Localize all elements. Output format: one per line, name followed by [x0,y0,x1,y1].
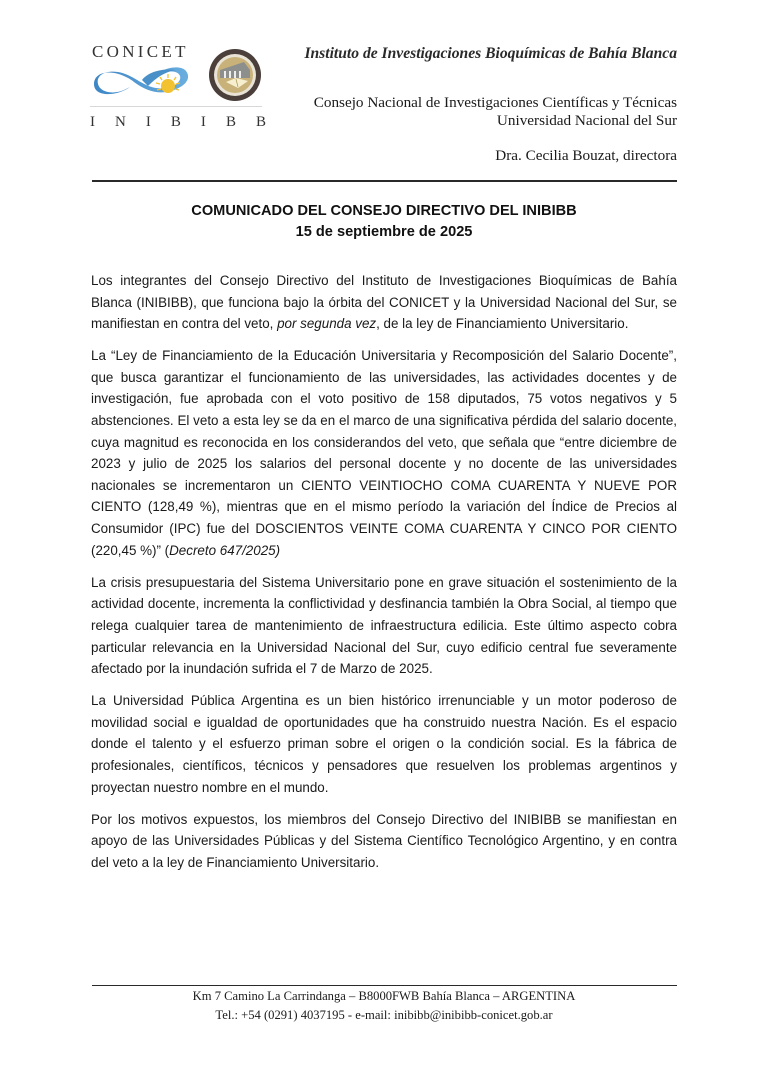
paragraph-emphasis: por segunda vez [277,316,377,332]
paragraph-3: La crisis presupuestaria del Sistema Universitario pone en grave situación el sostenimiento de la actividad docente, incrementa la conflictividad y desfinancia también la Obra Social, al tiempo que relega cualquier tarea de mantenimiento de infraestructura edilicia. Este último aspecto cobra particular relevancia en la Universidad Nacional del Sur, cuyo edificio central fue severamente afectado por la inundación sufrida el 7 de Marzo de 2025. [91,574,677,677]
inibibb-letter: N [115,114,126,130]
inibibb-letter: I [90,114,95,130]
footer-contact: Tel.: +54 (0291) 4037195 - e-mail: inibibb@inibibb-conicet.gob.ar [215,1008,553,1022]
director-line: Dra. Cecilia Bouzat, directora [495,147,677,164]
inibibb-letter: B [170,114,181,130]
paragraph-2 [91,345,677,561]
paragraph-text: , de la ley de Financiamiento Universitario. [376,316,629,332]
paragraph-text: Los integrantes del Consejo Directivo del Instituto de Investigaciones Bioquímicas de Bahía Blanca (INIBIBB), que funciona bajo la órbita del CONICET y la Universidad Nacional del Sur, se manifiestan en contra del veto, [91,273,677,332]
footer-divider [92,985,677,986]
organization-line-1: Consejo Nacional de Investigaciones Científicas y Técnicas [313,94,677,111]
logo-block [88,40,266,136]
paragraph-1 [91,270,677,335]
institute-name: Instituto de Investigaciones Bioquímicas de Bahía Blanca [304,45,677,62]
inibibb-letter: B [255,114,266,130]
logo-divider [90,106,262,107]
document-body [91,270,677,884]
inibibb-letter: I [145,114,151,130]
conicet-logo-text: CONICET [92,42,189,61]
footer-address: Km 7 Camino La Carrindanga – B8000FWB Bahía Blanca – ARGENTINA [192,989,576,1003]
header-divider [92,180,677,182]
inibibb-letter: I [200,114,206,130]
paragraph-4: La Universidad Pública Argentina es un bien histórico irrenunciable y un motor poderoso de movilidad social e igualdad de oportunidades que ha construido nuestra Nación. Es el espacio donde el talento y el esfuerzo priman sobre el origen o la condición social. Es la fábrica de profesionales, científicos, técnicos y pensadores que resuelven los problemas argentinos y proyectan nuestro nombre en el mundo. [91,693,677,795]
document-date: 15 de septiembre de 2025 [295,224,473,240]
inibibb-letter: B [225,114,236,130]
paragraph-5: Por los motivos expuestos, los miembros del Consejo Directivo del INIBIBB se manifiestan en apoyo de las Universidades Públicas y del Sistema Científico Tecnológico Argentino, y en contra del veto a la ley de Financiamiento Universitario. [91,811,677,870]
inibibb-logo-text [90,114,266,131]
conicet-infinity-logo-icon [90,62,194,102]
paragraph-text: La “Ley de Financiamiento de la Educación Universitaria y Recomposición del Salario Docente”, que busca garantizar el funcionamiento de las universidades, las actividades docentes y de investigación, fue aprobada con el voto positivo de 158 diputados, 75 votos negativos y 5 abstenciones. El veto a esta ley se da en el marco de una significativa pérdida del salario docente, cuya magnitud es reconocida en los considerandos del veto, que señala que “entre diciembre de 2023 y julio de 2025 los salarios del personal docente y no docente de las universidades nacionales se incrementaron un CIENTO VEINTIOCHO COMA CUARENTA Y NUEVE POR CIENTO (128,49 %), mientras que en el mismo período la variación del Índice de Precios al Consumidor (IPC) fue del DOSCIENTOS VEINTE COMA CUARENTA Y CINCO POR CIENTO (220,45 %)” ( [91,348,677,558]
paragraph-emphasis: Decreto 647/2025) [169,542,281,558]
organization-line-2: Universidad Nacional del Sur [496,112,677,129]
inibibb-seal-icon [208,48,262,102]
document-title: COMUNICADO DEL CONSEJO DIRECTIVO DEL INIBIBB [191,203,577,219]
